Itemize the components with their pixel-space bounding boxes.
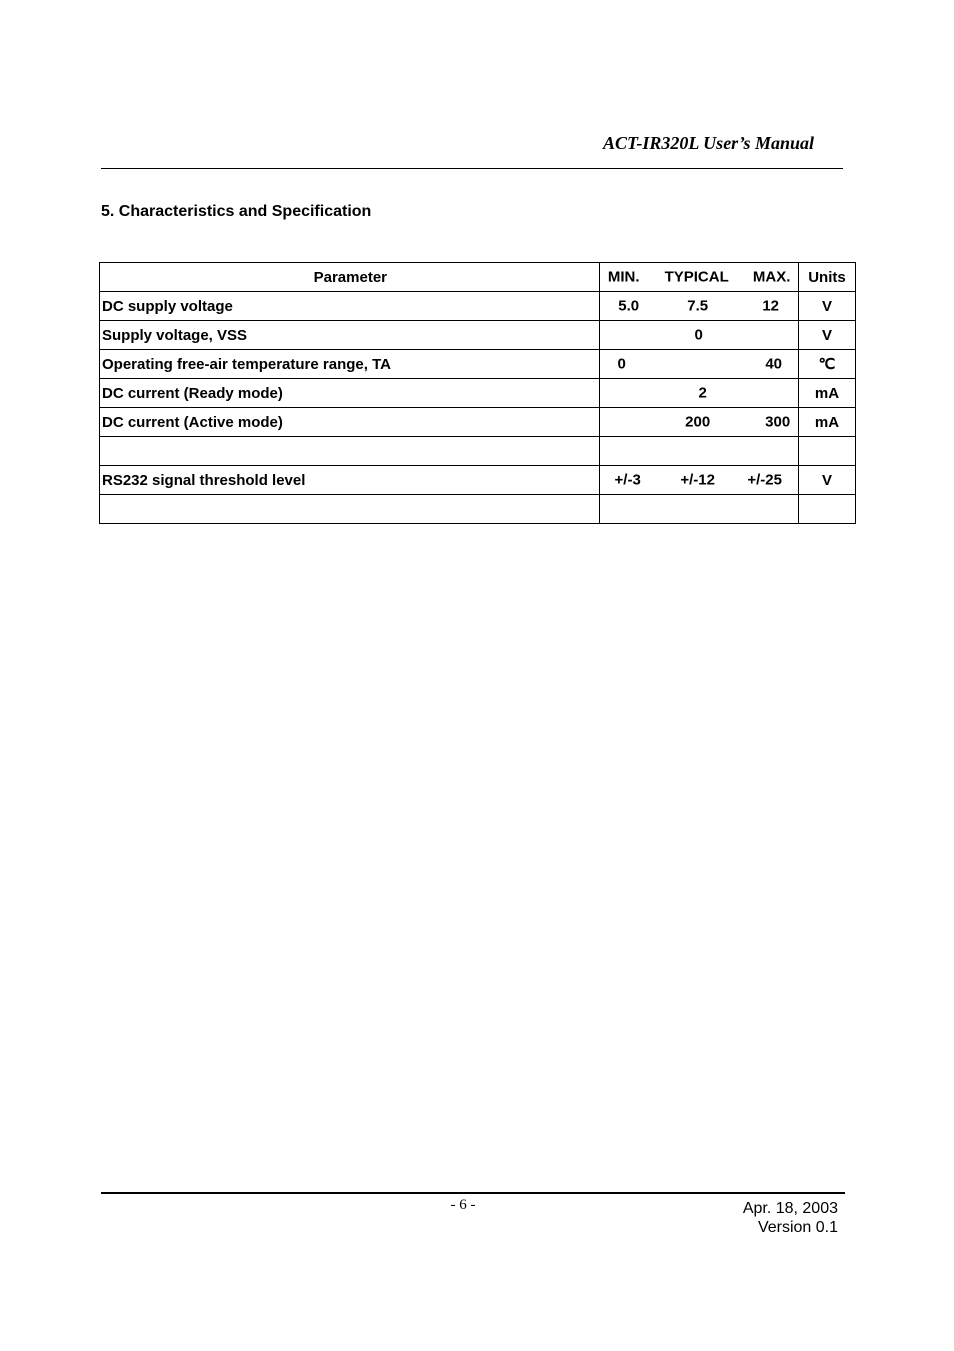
table-row [100, 495, 856, 524]
row-values [599, 350, 798, 379]
table-row [100, 466, 856, 495]
row-parameter: Supply voltage, VSS [100, 321, 600, 350]
row-min: 5.0 [618, 297, 640, 315]
row-min: 0 [617, 355, 626, 373]
row-units: mA [798, 379, 855, 408]
row-parameter: DC current (Ready mode) [100, 379, 600, 408]
column-header-parameter: Parameter [100, 263, 600, 292]
row-parameter: Operating free-air temperature range, TA [100, 350, 600, 379]
table-header-row [100, 263, 856, 292]
table-row [100, 408, 856, 437]
row-units: V [798, 321, 855, 350]
row-max: 40 [765, 355, 782, 373]
row-units: ℃ [798, 350, 855, 379]
row-typical: 200 [685, 413, 711, 431]
row-min: +/-3 [614, 471, 641, 489]
manual-title: ACT-IR320L User’s Manual [603, 133, 815, 153]
row-parameter: RS232 signal threshold level [100, 466, 600, 495]
column-header-typical: TYPICAL [664, 268, 729, 286]
row-max: 12 [762, 297, 779, 315]
column-header-min: MIN. [607, 268, 640, 286]
row-values [599, 437, 798, 466]
table-row [100, 292, 856, 321]
specification-table [99, 262, 856, 524]
page-number: - 6 - [450, 1197, 476, 1213]
row-values [599, 408, 798, 437]
row-typical: 0 [694, 326, 703, 344]
table-row [100, 350, 856, 379]
row-parameter: DC current (Active mode) [100, 408, 600, 437]
row-values [599, 292, 798, 321]
row-units: V [798, 292, 855, 321]
section-heading: 5. Characteristics and Specification [101, 203, 372, 220]
row-parameter: DC supply voltage [100, 292, 600, 321]
table-row [100, 379, 856, 408]
footer-date: Apr. 18, 2003 [742, 1200, 838, 1217]
header-divider [101, 168, 843, 169]
row-units: V [798, 466, 855, 495]
row-max: +/-25 [747, 471, 782, 489]
footer-divider [101, 1192, 845, 1194]
column-header-max: MAX. [752, 268, 791, 286]
row-max: 300 [765, 413, 791, 431]
row-units [798, 437, 855, 466]
row-parameter [100, 437, 600, 466]
row-values [599, 321, 798, 350]
row-units: mA [798, 408, 855, 437]
row-parameter [100, 495, 600, 524]
column-header-units: Units [798, 263, 855, 292]
row-typical: +/-12 [680, 471, 715, 489]
footer-version: Version 0.1 [757, 1219, 838, 1236]
row-typical: 2 [698, 384, 707, 402]
row-units [798, 495, 855, 524]
row-values [599, 379, 798, 408]
table-row [100, 321, 856, 350]
column-header-values [599, 263, 798, 292]
row-typical: 7.5 [687, 297, 709, 315]
table-row [100, 437, 856, 466]
row-values [599, 466, 798, 495]
row-values [599, 495, 798, 524]
